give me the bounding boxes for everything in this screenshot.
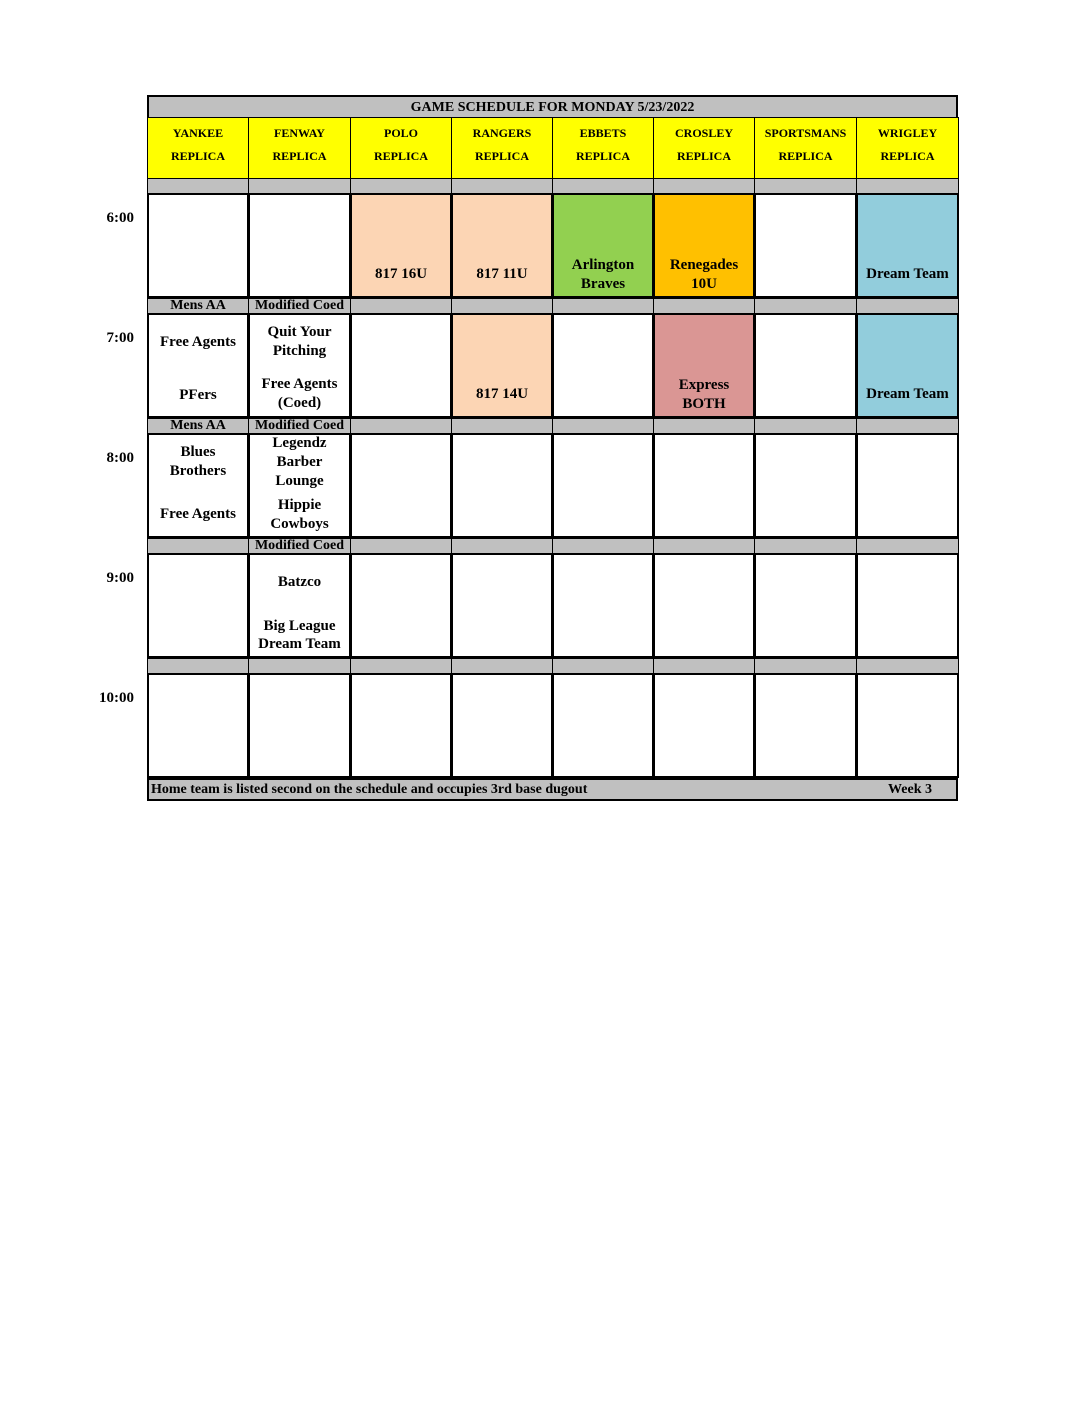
time-slot-label: 8:00 (106, 450, 134, 466)
team-name: Pitching (272, 343, 327, 359)
game-cell[interactable] (552, 673, 654, 778)
game-cell[interactable] (856, 673, 959, 778)
game-cell[interactable] (147, 193, 249, 298)
team-name: BOTH (682, 396, 726, 412)
time-slot-label: 7:00 (106, 330, 134, 346)
field-header-wrigley (856, 117, 959, 179)
division-label (653, 538, 755, 554)
game-cell[interactable] (856, 193, 959, 298)
game-cell[interactable] (754, 313, 857, 418)
team-name: Brothers (169, 463, 227, 479)
game-cell[interactable] (248, 313, 351, 418)
schedule-title: GAME SCHEDULE FOR MONDAY 5/23/2022 (147, 95, 958, 119)
team-name: Hippie (277, 497, 322, 513)
home-team-note: Home team is listed second on the schedule and occupies 3rd base dugout (151, 782, 588, 797)
game-cell[interactable] (653, 193, 755, 298)
team-name: Braves (580, 276, 626, 292)
field-name: POLO (383, 126, 418, 140)
division-label (552, 298, 654, 314)
division-label (451, 178, 553, 194)
time-slot-label: 6:00 (106, 210, 134, 226)
game-cell[interactable] (754, 673, 857, 778)
field-name: CROSLEY (674, 126, 733, 140)
division-label (754, 298, 857, 314)
team-name: Dream Team (866, 266, 949, 282)
game-cell[interactable] (248, 433, 351, 538)
division-label (350, 298, 452, 314)
game-cell[interactable] (653, 553, 755, 658)
team-name: PFers (179, 387, 217, 403)
team-name: Dream Team (866, 386, 949, 402)
game-cell[interactable] (350, 553, 452, 658)
game-cell[interactable] (350, 433, 452, 538)
division-label (754, 538, 857, 554)
division-label: Modified Coed (248, 418, 351, 434)
division-label (653, 178, 755, 194)
game-cell[interactable] (552, 433, 654, 538)
field-name: FENWAY (274, 126, 325, 140)
team-name: Barber (276, 454, 323, 470)
game-cell[interactable] (451, 673, 553, 778)
team-name: Big League (263, 618, 336, 634)
division-label (147, 538, 249, 554)
division-label (552, 178, 654, 194)
game-cell[interactable] (754, 553, 857, 658)
division-label (856, 298, 959, 314)
game-cell[interactable] (147, 553, 249, 658)
team-name: 817 11U (476, 266, 528, 282)
team-name: Express (678, 377, 730, 393)
division-label (653, 658, 755, 674)
division-label (856, 538, 959, 554)
division-label (350, 418, 452, 434)
game-cell[interactable] (248, 193, 351, 298)
field-header-sportsmans (754, 117, 857, 179)
team-name: Renegades (669, 257, 739, 273)
game-cell[interactable] (856, 313, 959, 418)
field-name: SPORTSMANS (764, 126, 847, 140)
division-label: Modified Coed (248, 298, 351, 314)
division-label (451, 418, 553, 434)
game-cell[interactable] (350, 193, 452, 298)
field-name: YANKEE (172, 126, 224, 140)
division-label (552, 538, 654, 554)
game-cell[interactable] (754, 433, 857, 538)
field-name: WRIGLEY (877, 126, 938, 140)
game-cell[interactable] (552, 193, 654, 298)
field-name: EBBETS (579, 126, 627, 140)
game-cell[interactable] (451, 193, 553, 298)
game-cell[interactable] (248, 673, 351, 778)
division-label (653, 418, 755, 434)
team-name: (Coed) (277, 395, 322, 411)
team-name: 817 16U (374, 266, 428, 282)
game-cell[interactable] (856, 433, 959, 538)
game-cell[interactable] (653, 433, 755, 538)
game-cell[interactable] (754, 193, 857, 298)
field-type: REPLICA (676, 149, 731, 163)
field-type: REPLICA (880, 149, 935, 163)
game-cell[interactable] (653, 313, 755, 418)
game-cell[interactable] (147, 673, 249, 778)
game-cell[interactable] (653, 673, 755, 778)
game-cell[interactable] (552, 553, 654, 658)
division-label (754, 178, 857, 194)
field-header-crosley (653, 117, 755, 179)
team-name: Blues (180, 444, 216, 460)
division-label (653, 298, 755, 314)
game-cell[interactable] (147, 313, 249, 418)
division-label (147, 178, 249, 194)
field-type: REPLICA (170, 149, 225, 163)
team-name: Free Agents (261, 376, 338, 392)
division-label (350, 538, 452, 554)
team-name: Free Agents (160, 334, 236, 350)
division-label (552, 418, 654, 434)
field-header-rangers (451, 117, 553, 179)
game-cell[interactable] (147, 433, 249, 538)
team-name: 817 14U (475, 386, 529, 402)
team-name: Legendz (272, 435, 327, 451)
division-label (451, 538, 553, 554)
division-label (147, 658, 249, 674)
field-header-fenway (248, 117, 351, 179)
team-name: Lounge (275, 473, 324, 489)
field-type: REPLICA (373, 149, 428, 163)
field-header-ebbets (552, 117, 654, 179)
division-label (248, 658, 351, 674)
team-name: 10U (691, 276, 717, 292)
field-type: REPLICA (272, 149, 327, 163)
division-label: Mens AA (147, 298, 249, 314)
division-label (552, 658, 654, 674)
time-slot-label: 9:00 (106, 570, 134, 586)
division-label (350, 178, 452, 194)
game-cell[interactable] (350, 673, 452, 778)
game-cell[interactable] (451, 313, 553, 418)
field-header-yankee (147, 117, 249, 179)
team-name: Dream Team (258, 636, 341, 652)
division-label (248, 178, 351, 194)
division-label (856, 418, 959, 434)
division-label (856, 178, 959, 194)
game-cell[interactable] (248, 553, 351, 658)
division-label: Modified Coed (248, 538, 351, 554)
team-name: Free Agents (160, 506, 236, 522)
division-label: Mens AA (147, 418, 249, 434)
team-name: Quit Your (267, 324, 332, 340)
schedule-footer (147, 778, 958, 801)
time-slot-label: 10:00 (99, 690, 134, 706)
team-name: Batzco (277, 574, 322, 590)
game-cell[interactable] (350, 313, 452, 418)
team-name: Cowboys (270, 516, 329, 532)
field-header-polo (350, 117, 452, 179)
game-cell[interactable] (552, 313, 654, 418)
division-label (856, 658, 959, 674)
field-name: RANGERS (472, 126, 532, 140)
field-type: REPLICA (474, 149, 529, 163)
division-label (451, 658, 553, 674)
week-label: Week 3 (888, 782, 932, 797)
division-label (754, 418, 857, 434)
field-type: REPLICA (778, 149, 833, 163)
game-cell[interactable] (451, 553, 553, 658)
division-label (754, 658, 857, 674)
team-name: Arlington (571, 257, 635, 273)
division-label (350, 658, 452, 674)
game-cell[interactable] (451, 433, 553, 538)
game-cell[interactable] (856, 553, 959, 658)
division-label (451, 298, 553, 314)
field-type: REPLICA (575, 149, 630, 163)
